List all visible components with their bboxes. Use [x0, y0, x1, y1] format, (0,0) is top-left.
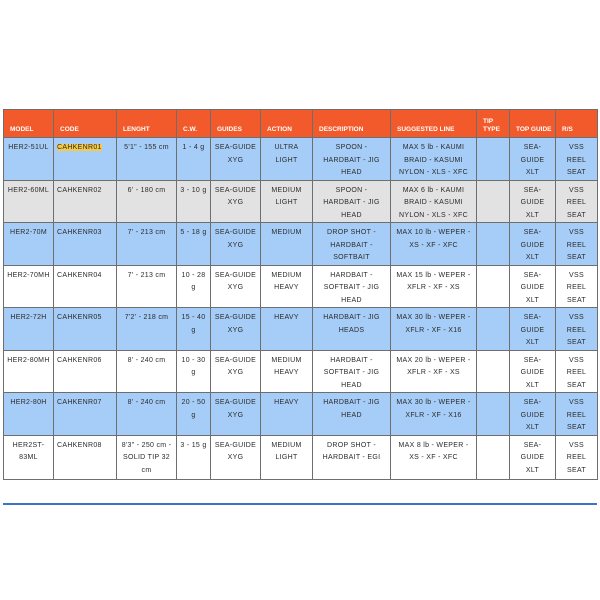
cell-suggested-line: MAX 5 lb - KAUMI BRAID - KASUMI NYLON - XLS - XFC	[391, 138, 477, 181]
cell-description: HARDBAIT - SOFTBAIT - JIG HEAD	[313, 265, 391, 308]
cell-lenght: 8' - 240 cm	[117, 393, 177, 436]
header-code: CODE	[54, 110, 117, 138]
cell-top-guide: SEA-GUIDE XLT	[510, 138, 556, 181]
cell-top-guide: SEA-GUIDE XLT	[510, 393, 556, 436]
cell-description: HARDBAIT - SOFTBAIT - JIG HEAD	[313, 350, 391, 393]
cell-lenght: 5'1" - 155 cm	[117, 138, 177, 181]
table-body	[4, 138, 598, 480]
cell-top-guide: SEA-GUIDE XLT	[510, 223, 556, 266]
cell-lenght: 7'2' - 218 cm	[117, 308, 177, 351]
cell-top-guide: SEA-GUIDE XLT	[510, 265, 556, 308]
cell-suggested-line: MAX 6 lb - KAUMI BRAID - KASUMI NYLON - XLS - XFC	[391, 180, 477, 223]
cell-model: HER2-80MH	[4, 350, 54, 393]
cell-tip-type	[477, 308, 510, 351]
cell-code: CAHKENR05	[54, 308, 117, 351]
cell-suggested-line: MAX 15 lb - WEPER - XFLR - XF - XS	[391, 265, 477, 308]
cell-tip-type	[477, 223, 510, 266]
cell-rs: VSS REEL SEAT	[556, 265, 598, 308]
cell-action: HEAVY	[261, 393, 313, 436]
cell-guides: SEA-GUIDE XYG	[211, 223, 261, 266]
rod-spec-table	[3, 109, 598, 480]
cell-model: HER2-72H	[4, 308, 54, 351]
cell-action: ULTRA LIGHT	[261, 138, 313, 181]
cell-cw: 20 - 50 g	[177, 393, 211, 436]
cell-cw: 3 - 15 g	[177, 435, 211, 479]
cell-action: MEDIUM	[261, 223, 313, 266]
table-header	[4, 110, 598, 138]
cell-rs: VSS REEL SEAT	[556, 308, 598, 351]
cell-cw: 1 - 4 g	[177, 138, 211, 181]
cell-model: HER2ST-83ML	[4, 435, 54, 479]
cell-description: DROP SHOT - HARDBAIT - SOFTBAIT	[313, 223, 391, 266]
highlighted-code: CAHKENR01	[57, 144, 102, 151]
cell-code	[54, 138, 117, 181]
cell-rs: VSS REEL SEAT	[556, 350, 598, 393]
cell-description: HARDBAIT - JIG HEAD	[313, 393, 391, 436]
cell-tip-type	[477, 393, 510, 436]
table-row	[4, 350, 598, 393]
cell-guides: SEA-GUIDE XYG	[211, 308, 261, 351]
cell-code: CAHKENR07	[54, 393, 117, 436]
table-row	[4, 223, 598, 266]
cell-description: SPOON - HARDBAIT - JIG HEAD	[313, 138, 391, 181]
cell-action: MEDIUM LIGHT	[261, 180, 313, 223]
spec-table-container	[3, 109, 597, 480]
cell-action: HEAVY	[261, 308, 313, 351]
cell-action: MEDIUM LIGHT	[261, 435, 313, 479]
cell-model: HER2-51UL	[4, 138, 54, 181]
cell-code: CAHKENR04	[54, 265, 117, 308]
cell-top-guide: SEA-GUIDE XLT	[510, 350, 556, 393]
cell-model: HER2-60ML	[4, 180, 54, 223]
header-suggested-line: SUGGESTED LINE	[391, 110, 477, 138]
cell-code: CAHKENR03	[54, 223, 117, 266]
table-row	[4, 308, 598, 351]
cell-guides: SEA-GUIDE XYG	[211, 350, 261, 393]
cell-model: HER2-70MH	[4, 265, 54, 308]
cell-lenght: 8'3" - 250 cm - SOLID TIP 32 cm	[117, 435, 177, 479]
cell-lenght: 6' - 180 cm	[117, 180, 177, 223]
cell-guides: SEA-GUIDE XYG	[211, 138, 261, 181]
cell-action: MEDIUM HEAVY	[261, 350, 313, 393]
cell-cw: 10 - 30 g	[177, 350, 211, 393]
table-row	[4, 138, 598, 181]
cell-top-guide: SEA-GUIDE XLT	[510, 180, 556, 223]
cell-tip-type	[477, 435, 510, 479]
header-description: DESCRIPTION	[313, 110, 391, 138]
cell-cw: 10 - 28 g	[177, 265, 211, 308]
cell-rs: VSS REEL SEAT	[556, 435, 598, 479]
header-lenght: LENGHT	[117, 110, 177, 138]
cell-lenght: 7' - 213 cm	[117, 223, 177, 266]
table-row	[4, 180, 598, 223]
cell-suggested-line: MAX 10 lb - WEPER - XS - XF - XFC	[391, 223, 477, 266]
header-action: ACTION	[261, 110, 313, 138]
cell-description: SPOON - HARDBAIT - JIG HEAD	[313, 180, 391, 223]
cell-model: HER2-70M	[4, 223, 54, 266]
cell-rs: VSS REEL SEAT	[556, 393, 598, 436]
cell-suggested-line: MAX 30 lb - WEPER - XFLR - XF - X16	[391, 308, 477, 351]
cell-cw: 5 - 18 g	[177, 223, 211, 266]
cell-rs: VSS REEL SEAT	[556, 138, 598, 181]
cell-action: MEDIUM HEAVY	[261, 265, 313, 308]
table-row	[4, 435, 598, 479]
header-rs: R/S	[556, 110, 598, 138]
table-bottom-border	[3, 503, 597, 505]
cell-tip-type	[477, 265, 510, 308]
cell-rs: VSS REEL SEAT	[556, 180, 598, 223]
cell-cw: 3 - 10 g	[177, 180, 211, 223]
cell-description: HARDBAIT - JIG HEADS	[313, 308, 391, 351]
cell-guides: SEA-GUIDE XYG	[211, 393, 261, 436]
cell-tip-type	[477, 350, 510, 393]
header-cw: C.W.	[177, 110, 211, 138]
cell-guides: SEA-GUIDE XYG	[211, 180, 261, 223]
header-tip-type: TIP TYPE	[477, 110, 510, 138]
cell-top-guide: SEA-GUIDE XLT	[510, 308, 556, 351]
cell-guides: SEA-GUIDE XYG	[211, 435, 261, 479]
cell-cw: 15 - 40 g	[177, 308, 211, 351]
cell-rs: VSS REEL SEAT	[556, 223, 598, 266]
cell-suggested-line: MAX 30 lb - WEPER - XFLR - XF - X16	[391, 393, 477, 436]
header-model: MODEL	[4, 110, 54, 138]
cell-code: CAHKENR08	[54, 435, 117, 479]
cell-lenght: 7' - 213 cm	[117, 265, 177, 308]
cell-guides: SEA-GUIDE XYG	[211, 265, 261, 308]
cell-code: CAHKENR02	[54, 180, 117, 223]
cell-lenght: 8' - 240 cm	[117, 350, 177, 393]
cell-model: HER2-80H	[4, 393, 54, 436]
header-guides: GUIDES	[211, 110, 261, 138]
cell-tip-type	[477, 180, 510, 223]
cell-top-guide: SEA-GUIDE XLT	[510, 435, 556, 479]
cell-suggested-line: MAX 8 lb - WEPER - XS - XF - XFC	[391, 435, 477, 479]
table-row	[4, 393, 598, 436]
cell-tip-type	[477, 138, 510, 181]
table-row	[4, 265, 598, 308]
cell-description: DROP SHOT - HARDBAIT - EGI	[313, 435, 391, 479]
header-top-guide: TOP GUIDE	[510, 110, 556, 138]
cell-code: CAHKENR06	[54, 350, 117, 393]
header-row	[4, 110, 598, 138]
cell-suggested-line: MAX 20 lb - WEPER - XFLR - XF - XS	[391, 350, 477, 393]
